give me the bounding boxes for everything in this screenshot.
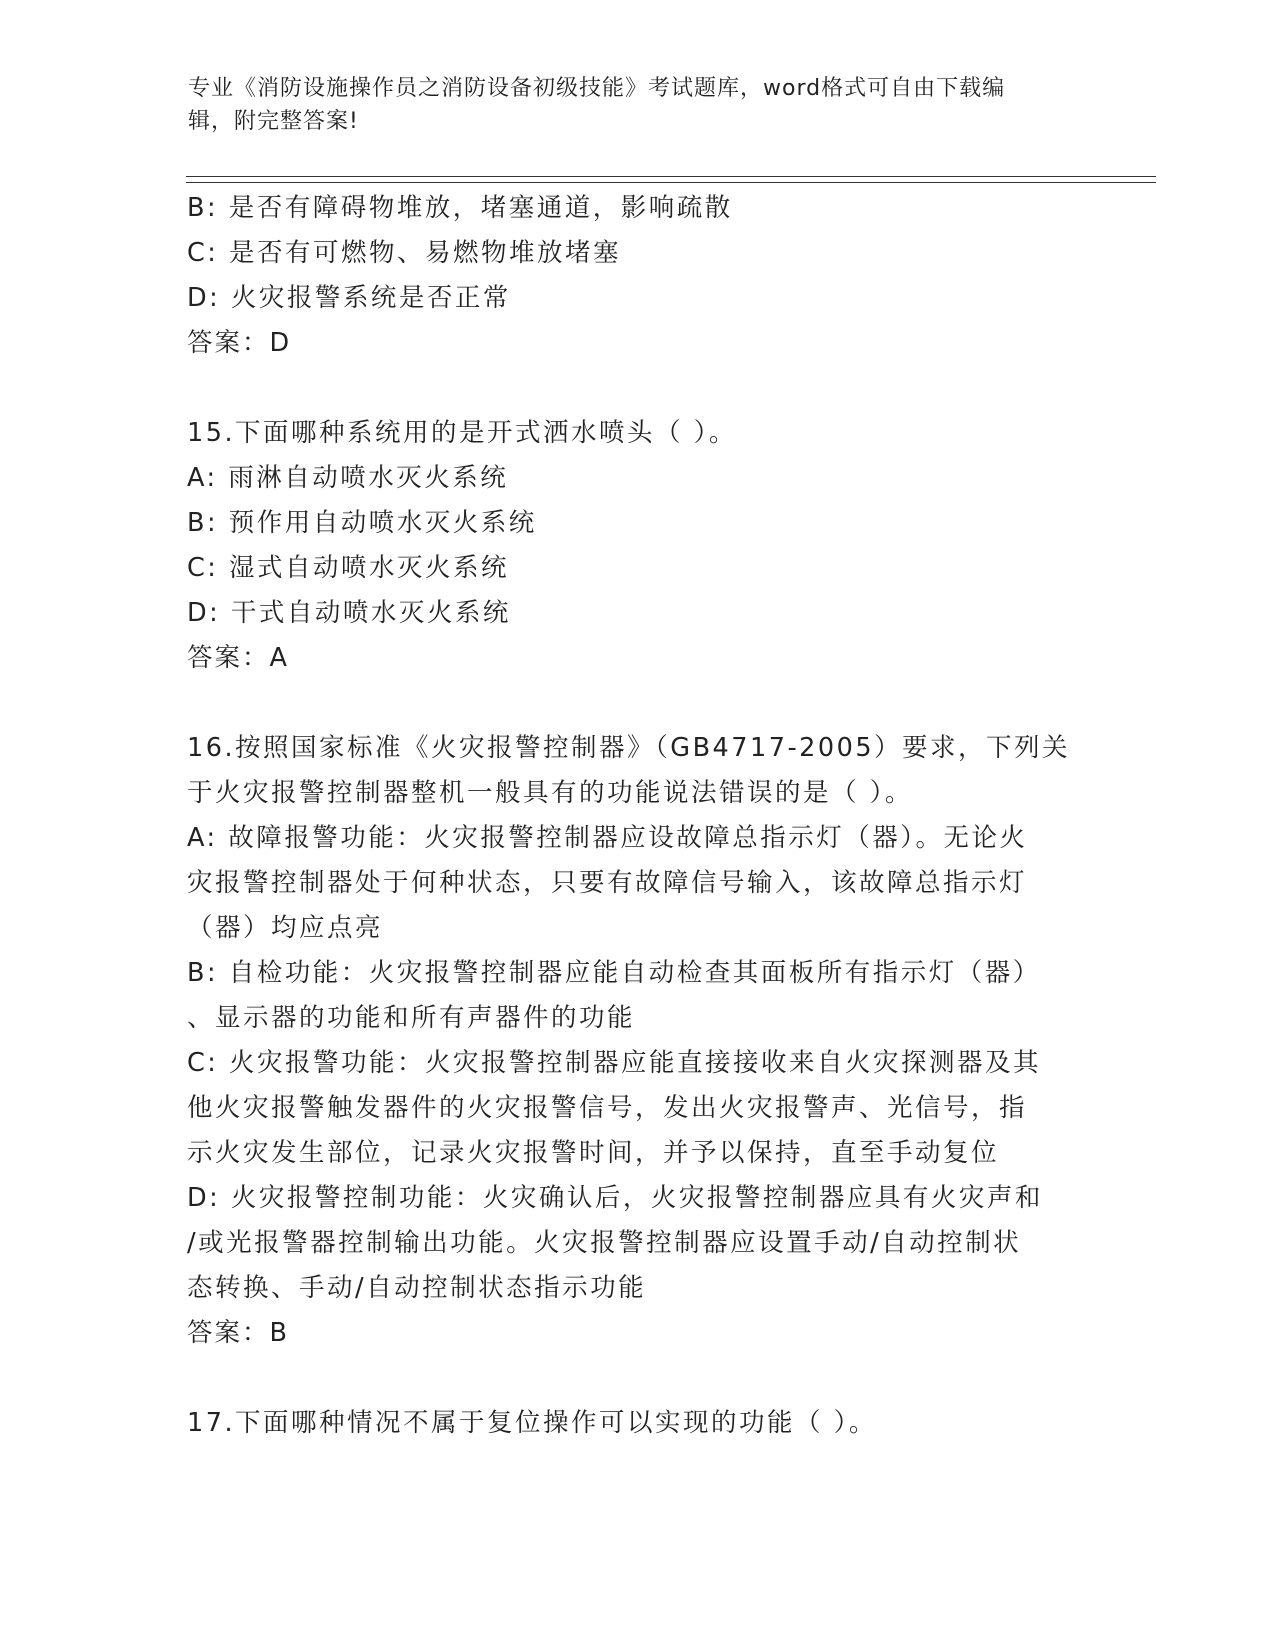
answer: 答案：D xyxy=(187,328,292,358)
answer: 答案：A xyxy=(187,643,289,673)
option-d-line: D: 火灾报警控制功能：火灾确认后，火灾报警控制器应具有火灾声和 xyxy=(187,1183,1043,1213)
spacer xyxy=(187,366,1087,411)
option-d-line: 态转换、手动/自动控制状态指示功能 xyxy=(187,1273,647,1303)
option-b: B: 预作用自动喷水灭火系统 xyxy=(187,508,537,538)
option-a-line: 灾报警控制器处于何种状态，只要有故障信号输入，该故障总指示灯 xyxy=(187,868,1028,898)
header-line: 辑，附完整答案! xyxy=(188,109,359,134)
option-a: A: 雨淋自动喷水灭火系统 xyxy=(187,463,509,493)
option-c-line: 示火灾发生部位，记录火灾报警时间，并予以保持，直至手动复位 xyxy=(187,1138,1000,1168)
question-17 xyxy=(187,1401,1087,1446)
option-c-line: C: 火灾报警功能：火灾报警控制器应能直接接收来自火灾探测器及其 xyxy=(187,1048,1042,1078)
option-d-line: /或光报警器控制输出功能。火灾报警控制器应设置手动/自动控制状 xyxy=(187,1228,1022,1258)
option-a-line: A: 故障报警功能：火灾报警控制器应设故障总指示灯（器）。无论火 xyxy=(187,823,1028,853)
question-16 xyxy=(187,726,1087,1356)
question-14-tail xyxy=(187,186,1087,366)
spacer xyxy=(187,681,1087,726)
option-d: D: 火灾报警系统是否正常 xyxy=(187,283,511,313)
question-text: 15.下面哪种系统用的是开式洒水喷头（ ）。 xyxy=(187,418,737,448)
question-text-line: 16.按照国家标准《火灾报警控制器》（GB4717-2005）要求，下列关 xyxy=(187,733,1071,763)
question-text-line: 于火灾报警控制器整机一般具有的功能说法错误的是（ ）。 xyxy=(187,778,913,808)
option-a-line: （器）均应点亮 xyxy=(187,913,384,943)
header-line: 专业《消防设施操作员之消防设备初级技能》考试题库，word格式可自由下载编 xyxy=(188,76,1006,101)
option-b: B: 是否有障碍物堆放，堵塞通道，影响疏散 xyxy=(187,193,733,223)
spacer xyxy=(187,1356,1087,1401)
header-divider xyxy=(186,176,1156,183)
option-c-line: 他火灾报警触发器件的火灾报警信号，发出火灾报警声、光信号，指 xyxy=(187,1093,1028,1123)
option-b-line: 、显示器的功能和所有声器件的功能 xyxy=(187,1003,636,1033)
question-15 xyxy=(187,411,1087,681)
document-header xyxy=(188,72,1068,138)
option-b-line: B: 自检功能：火灾报警控制器应能自动检查其面板所有指示灯（器） xyxy=(187,958,1041,988)
document-body xyxy=(187,186,1087,1446)
option-c: C: 湿式自动喷水灭火系统 xyxy=(187,553,510,583)
option-c: C: 是否有可燃物、易燃物堆放堵塞 xyxy=(187,238,622,268)
question-text: 17.下面哪种情况不属于复位操作可以实现的功能（ ）。 xyxy=(187,1408,877,1438)
answer: 答案：B xyxy=(187,1318,289,1348)
option-d: D: 干式自动喷水灭火系统 xyxy=(187,598,511,628)
